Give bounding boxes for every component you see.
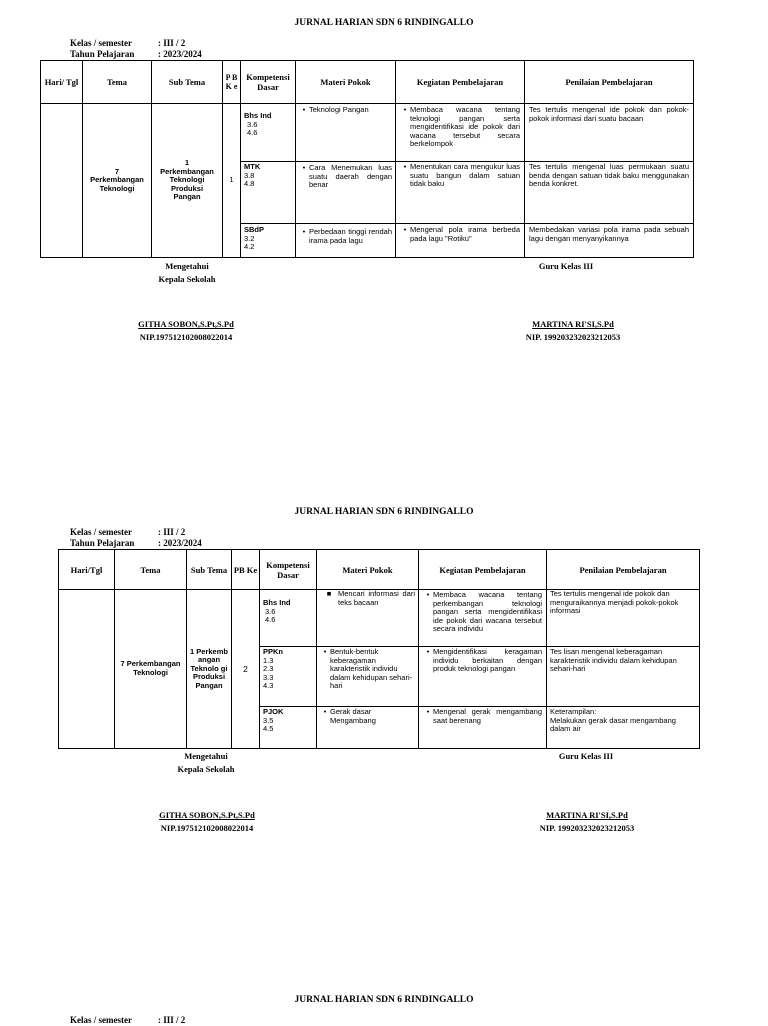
kegiatan-text: Mengidentifikasi keragaman individu berkaitan dengan produk teknologi pangan [433, 647, 542, 674]
header-kd: Kompetensi Dasar [260, 550, 317, 590]
journal-title: JURNAL HARIAN SDN 6 RINDINGALLO [294, 18, 474, 28]
kd-codes: 3.2 4.2 [244, 233, 255, 252]
kd-codes: 3.6 4.6 [265, 606, 276, 625]
table-header-row [41, 61, 694, 104]
signature-left-name [127, 809, 287, 835]
hari-cell [41, 104, 83, 258]
kelas-label: Kelas / semester [70, 527, 132, 537]
header-pbke: PB Ke [232, 550, 260, 590]
kepsek-name: GITHA SOBON,S.Pt,S.Pd [159, 810, 255, 820]
kd-codes: 3.8 4.8 [244, 170, 255, 189]
kd-cell [241, 224, 296, 258]
kelas-value: : III / 2 [158, 38, 186, 48]
kd-subject: Bhs Ind [244, 111, 272, 120]
header-materi: Materi Pokok [296, 61, 396, 104]
kegiatan-cell: • Membaca wacana tentang teknologi pangan serta mengidentifikasi ide pokok dari wacana tersebut secara berkelompok [396, 104, 525, 162]
signature-right [506, 260, 626, 273]
kepala-sekolah-label: Kepala Sekolah [158, 274, 216, 284]
guru-kelas-label: Guru Kelas III [538, 261, 594, 271]
kegiatan-text: Membaca wacana tentang perkembangan teknologi pangan serta mengidentifikasi ide pokok dari wacana tersebut secara individu [433, 590, 542, 634]
header-subtema: Sub Tema [152, 61, 223, 104]
signature-right-name [493, 318, 653, 344]
kd-subject: MTK [244, 162, 261, 171]
header-tema: Tema [83, 61, 152, 104]
signature-left-name [106, 318, 266, 344]
pb-cell: 1 [223, 104, 241, 258]
header-materi: Materi Pokok [317, 550, 419, 590]
meta-block [70, 527, 202, 549]
table-row [59, 590, 700, 647]
header-kegiatan: Kegiatan Pembelajaran [419, 550, 547, 590]
kd-codes: 3.6 4.6 [247, 119, 258, 138]
materi-text: Mencari informasi dari teks bacaan [338, 589, 415, 607]
header-subtema: Sub Tema [187, 550, 232, 590]
header-hari: Hari/Tgl [59, 550, 115, 590]
header-penilaian: Penilaian Pembelajaran [547, 550, 700, 590]
kegiatan-text: Membaca wacana tentang teknologi pangan serta mengidentifikasi ide pokok dari wacana tersebut secara berkelompok [410, 105, 520, 149]
meta-block [70, 1015, 185, 1026]
penilaian-cell: Tes tertulis mengenal ide pokok dan pokok-pokok informasi dari suatu bacaan [525, 104, 694, 162]
journal-table [40, 60, 694, 258]
kegiatan-text: Menentukan cara mengukur luas suatu bangun dalam satuan tidak baku [410, 162, 520, 189]
header-kegiatan: Kegiatan Pembelajaran [396, 61, 525, 104]
penilaian-cell: Membedakan variasi pola irama pada sebuah lagu dengan menyanyikannya [525, 224, 694, 258]
signature-right [526, 750, 646, 763]
signature-left [127, 260, 247, 286]
subtema-cell: 1 Perkembangan Teknologi Produksi Pangan [152, 104, 223, 258]
kegiatan-text: Mengenal gerak mengambang saat berenang [433, 707, 542, 725]
header-penilaian: Penilaian Pembelajaran [525, 61, 694, 104]
kegiatan-cell: • Menentukan cara mengukur luas suatu bangun dalam satuan tidak baku [396, 162, 525, 224]
kd-subject: PJOK [263, 707, 284, 716]
kelas-value: : III / 2 [158, 1015, 186, 1025]
materi-text: Perbedaan tinggi rendah irama pada lagu [309, 227, 392, 245]
tahun-label: Tahun Pelajaran [70, 49, 135, 59]
materi-cell: • Perbedaan tinggi rendah irama pada lagu [296, 224, 396, 258]
kd-subject: PPKn [263, 647, 284, 656]
guru-kelas-label: Guru Kelas III [558, 751, 614, 761]
materi-text: Bentuk-bentuk keberagaman karakteristik individu dalam kehidupan sehari-hari [330, 647, 413, 691]
signature-right-name [507, 809, 667, 835]
guru-name: MARTINA RI'SI,S.Pd [546, 810, 628, 820]
header-kd: Kompetensi Dasar [241, 61, 296, 104]
tema-cell: 7 Perkembangan Teknologi [115, 590, 187, 749]
kepsek-nip: NIP.197512102008022014 [160, 823, 254, 833]
kd-codes: 1.3 2.3 3.3 4.3 [263, 655, 274, 691]
tema-cell: 7 Perkembangan Teknologi [83, 104, 152, 258]
meta-block [70, 38, 202, 60]
kd-codes: 3.5 4.5 [263, 715, 274, 734]
kd-cell [260, 647, 317, 707]
kd-cell [241, 162, 296, 224]
kepsek-name: GITHA SOBON,S.Pt,S.Pd [138, 319, 234, 329]
tahun-value: : 2023/2024 [158, 49, 202, 59]
materi-cell: • Gerak dasar Mengambang [317, 707, 419, 749]
materi-cell: • Teknologi Pangan [296, 104, 396, 162]
kelas-label: Kelas / semester [70, 1015, 132, 1025]
journal-title: JURNAL HARIAN SDN 6 RINDINGALLO [294, 995, 474, 1005]
kelas-label: Kelas / semester [70, 38, 132, 48]
penilaian-cell: Tes tertulis mengenal ide pokok dan menguraikannya menjadi pokok-pokok informasi [547, 590, 700, 647]
header-hari: Hari/ Tgl [41, 61, 83, 104]
tahun-value: : 2023/2024 [158, 538, 202, 548]
materi-cell: ■ Mencari informasi dari teks bacaan [317, 590, 419, 647]
penilaian-cell: Tes lisan mengenal keberagaman karakteristik individu dalam kehidupan sehari-hari [547, 647, 700, 707]
guru-nip: NIP. 199203232023212053 [539, 823, 635, 833]
kepala-sekolah-label: Kepala Sekolah [177, 764, 235, 774]
header-tema: Tema [115, 550, 187, 590]
header-pbke: P B K e [223, 61, 241, 104]
journal-table [58, 549, 700, 749]
kegiatan-cell: • Mengidentifikasi keragaman individu berkaitan dengan produk teknologi pangan [419, 647, 547, 707]
kd-cell [241, 104, 296, 162]
pb-cell: 2 [232, 590, 260, 749]
penilaian-cell: Tes tertulis mengenal luas permukaan suatu benda dengan satuan tidak baku menggunakan benda konkret. [525, 162, 694, 224]
kegiatan-cell: • Membaca wacana tentang perkembangan teknologi pangan serta mengidentifikasi ide pokok dari wacana tersebut secara individu [419, 590, 547, 647]
kd-cell [260, 590, 317, 647]
subtema-cell: 1 Perkemb angan Teknolo gi Produksi Pangan [187, 590, 232, 749]
kd-subject: Bhs Ind [263, 598, 291, 607]
signature-left [146, 750, 266, 776]
journal-title: JURNAL HARIAN SDN 6 RINDINGALLO [294, 507, 474, 517]
hari-cell [59, 590, 115, 749]
materi-cell: • Cara Menemukan luas suatu daerah dengan benar [296, 162, 396, 224]
kepsek-nip: NIP.197512102008022014 [139, 332, 233, 342]
tahun-label: Tahun Pelajaran [70, 538, 135, 548]
mengetahui-label: Mengetahui [165, 261, 209, 271]
kegiatan-cell: • Mengenal gerak mengambang saat berenang [419, 707, 547, 749]
materi-text: Teknologi Pangan [309, 105, 369, 114]
kd-subject: SBdP [244, 225, 265, 234]
guru-name: MARTINA RI'SI,S.Pd [532, 319, 614, 329]
kegiatan-text: Mengenal pola irama berbeda pada lagu "Rotiku" [410, 225, 520, 243]
table-row [41, 104, 694, 162]
kd-cell [260, 707, 317, 749]
table-header-row [59, 550, 700, 590]
materi-text: Gerak dasar Mengambang [330, 707, 376, 725]
mengetahui-label: Mengetahui [184, 751, 228, 761]
kegiatan-cell: • Mengenal pola irama berbeda pada lagu "Rotiku" [396, 224, 525, 258]
materi-text: Cara Menemukan luas suatu daerah dengan benar [309, 163, 392, 190]
guru-nip: NIP. 199203232023212053 [525, 332, 621, 342]
penilaian-cell: Keterampilan: Melakukan gerak dasar mengambang dalam air [547, 707, 700, 749]
materi-cell: • Bentuk-bentuk keberagaman karakteristik individu dalam kehidupan sehari-hari [317, 647, 419, 707]
kelas-value: : III / 2 [158, 527, 186, 537]
